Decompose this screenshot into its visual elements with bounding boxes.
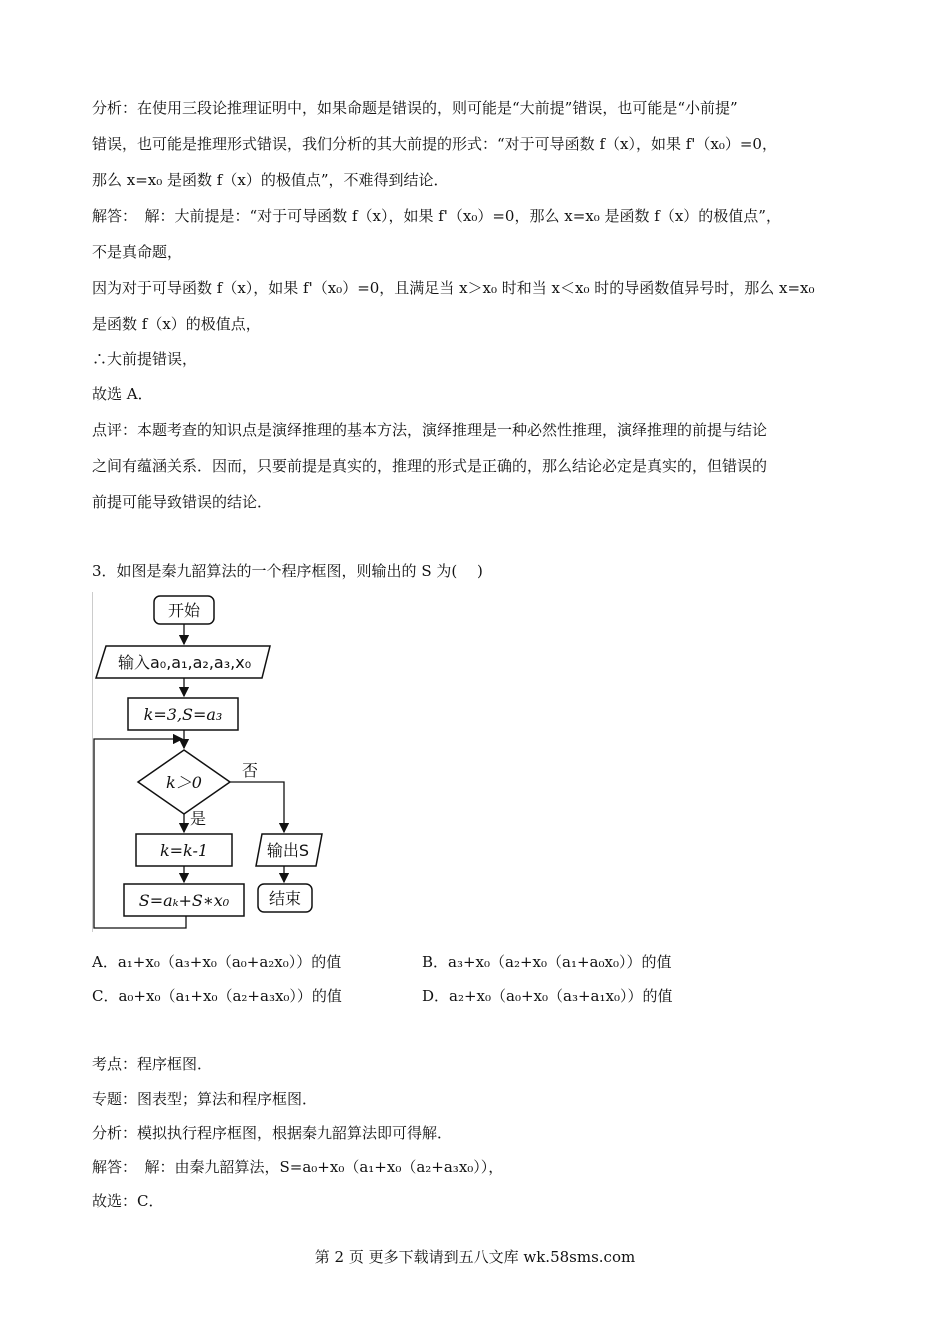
option-a: A．a₁+x₀（a₃+x₀（a₀+a₂x₀））的值 [92,953,342,971]
no-label: 否 [242,761,259,780]
decrement-label: k=k-1 [159,841,209,860]
answer-line-4: 是函数 f（x）的极值点， [92,315,261,333]
flowchart-svg [92,592,332,932]
init-label: k=3,S=a₃ [143,705,223,724]
output-label: 输出S [266,841,310,860]
solution-answer: 解答： 解：由秦九韶算法，S=a₀+x₀（a₁+x₀（a₂+a₃x₀））， [92,1158,504,1176]
analysis-line-1: 分析：在使用三段论推理证明中，如果命题是错误的，则可能是“大前提”错误，也可能是“小前提” [92,99,738,117]
comment-line-1: 点评：本题考查的知识点是演绎推理的基本方法，演绎推理是一种必然性推理，演绎推理的前提与结论 [92,421,768,439]
end-label: 结束 [268,889,302,908]
comment-line-3: 前提可能导致错误的结论． [92,493,273,511]
option-c: C．a₀+x₀（a₁+x₀（a₂+a₃x₀））的值 [92,987,342,1005]
update-label: S=aₖ+S∗x₀ [138,891,230,910]
arrow-no-branch [230,782,284,832]
solution-point: 考点：程序框图． [92,1055,213,1073]
comment-line-2: 之间有蕴涵关系．因而，只要前提是真实的，推理的形式是正确的，那么结论必定是真实的，但错误的 [92,457,768,475]
analysis-line-3: 那么 x=x₀ 是函数 f（x）的极值点”，不难得到结论． [92,171,449,189]
analysis-line-2: 错误，也可能是推理形式错误，我们分析的其大前提的形式：“对于可导函数 f（x），如果 f'（x₀）=0， [92,135,777,153]
input-label: 输入a₀,a₁,a₂,a₃,x₀ [118,653,252,672]
condition-label: k＞0 [166,773,202,792]
solution-topic: 专题：图表型；算法和程序框图． [92,1090,318,1108]
page-footer: 第 2 页 更多下载请到五八文库 wk.58sms.com [314,1248,636,1266]
flowchart [92,592,332,932]
solution-choice: 故选：C． [92,1192,164,1210]
solution-analysis: 分析：模拟执行程序框图，根据秦九韶算法即可得解． [92,1124,453,1142]
answer-line-5: ∴大前提错误， [92,350,198,368]
yes-label: 是 [190,809,207,828]
option-d: D．a₂+x₀（a₀+x₀（a₃+a₁x₀））的值 [422,987,673,1005]
question-3-stem: 3．如图是秦九韶算法的一个程序框图，则输出的 S 为( ) [92,562,483,580]
answer-line-2: 不是真命题， [92,243,183,261]
start-label: 开始 [167,601,201,620]
option-b: B．a₃+x₀（a₂+x₀（a₁+a₀x₀））的值 [422,953,672,971]
answer-line-6: 故选 A． [92,385,153,403]
answer-line-3: 因为对于可导函数 f（x），如果 f'（x₀）=0，且满足当 x＞x₀ 时和当 x＜x₀ 时的导函数值异号时，那么 x=x₀ [92,279,815,297]
answer-line-1: 解答： 解：大前提是：“对于可导函数 f（x），如果 f'（x₀）=0，那么 x=x₀ 是函数 f（x）的极值点”， [92,207,781,225]
